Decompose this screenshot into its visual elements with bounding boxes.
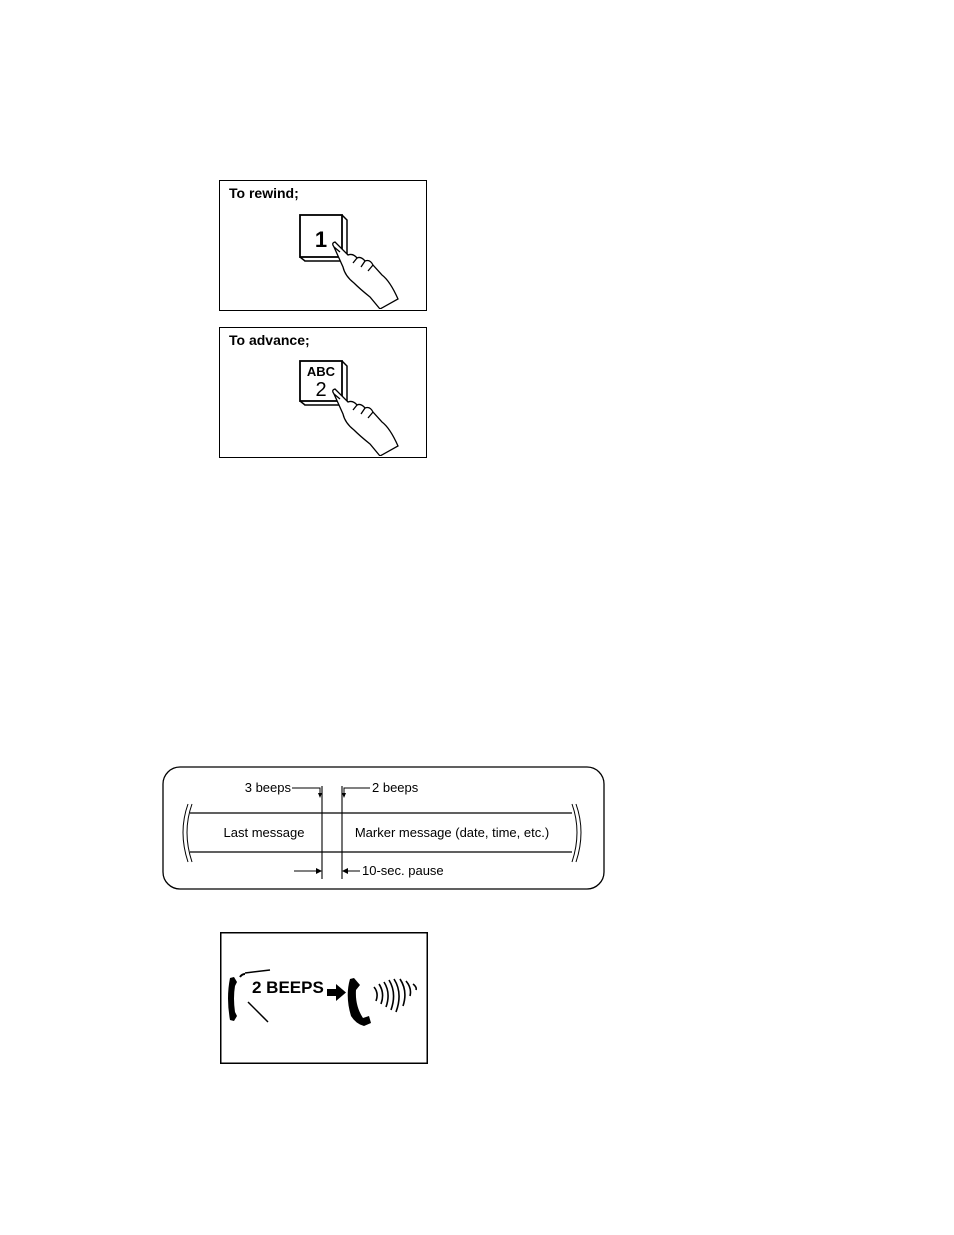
pause-label: 10-sec. pause xyxy=(362,863,444,878)
advance-instruction-panel xyxy=(219,327,427,458)
rewind-illustration xyxy=(220,181,425,309)
key-2-letters: ABC xyxy=(306,364,336,379)
advance-title: To advance; xyxy=(229,332,310,348)
pointing-hand-icon xyxy=(333,389,398,456)
key-1-label: 1 xyxy=(314,227,328,252)
two-beeps-text: 2 BEEPS xyxy=(252,978,324,997)
rewind-instruction-panel xyxy=(219,180,427,311)
advance-illustration xyxy=(220,328,425,456)
last-message-segment: Last message xyxy=(223,825,305,840)
key-2-label: 2 xyxy=(315,379,327,401)
pointing-hand-icon xyxy=(333,242,398,309)
three-beeps-label: 3 beeps xyxy=(244,780,291,795)
rewind-title: To rewind; xyxy=(229,185,299,201)
tape-timeline-diagram xyxy=(162,766,606,892)
two-beeps-label: 2 beeps xyxy=(372,780,419,795)
marker-message-segment: Marker message (date, time, etc.) xyxy=(354,825,550,840)
two-beeps-panel xyxy=(220,932,428,1064)
